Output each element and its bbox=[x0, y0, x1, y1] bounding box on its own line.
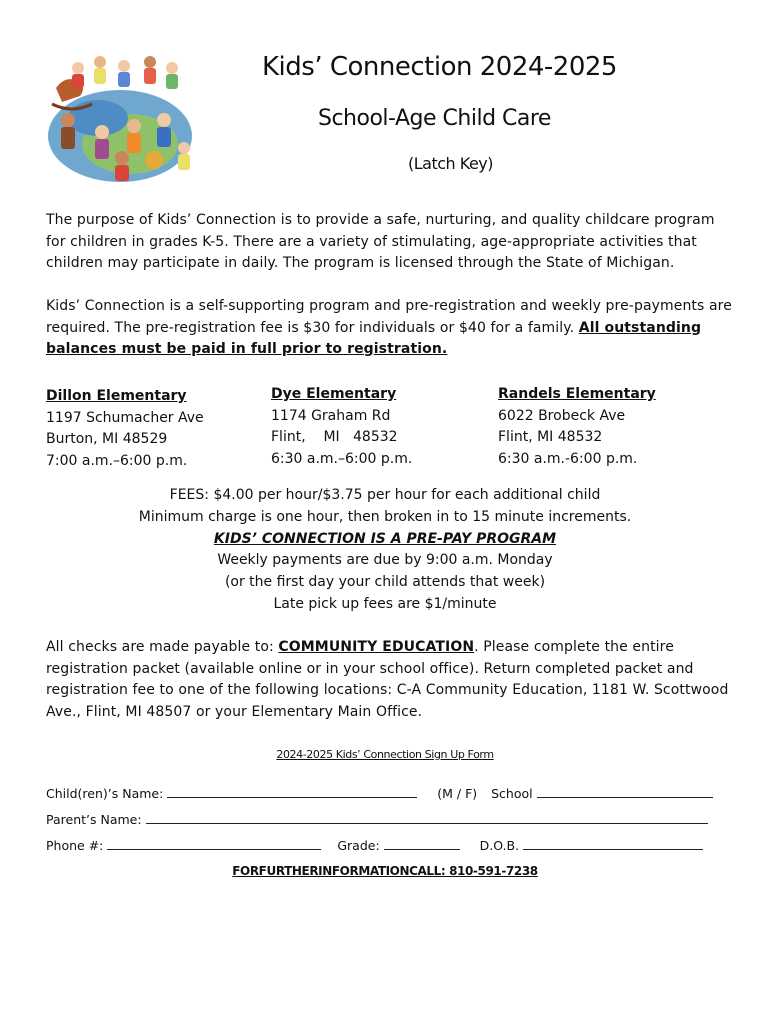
grade-label: Grade: bbox=[337, 838, 380, 853]
child-name-label: Child(ren)’s Name: bbox=[46, 786, 164, 801]
school-address: 1174 Graham Rd bbox=[271, 407, 391, 424]
school-name: Randels Elementary bbox=[498, 386, 656, 402]
prepayment-paragraph bbox=[46, 296, 736, 361]
school-address: 1197 Schumacher Ave bbox=[46, 409, 204, 426]
payee-name: COMMUNITY EDUCATION bbox=[278, 639, 475, 655]
gender-label: (M / F) bbox=[437, 786, 478, 801]
school-name: Dillon Elementary bbox=[46, 388, 187, 404]
balances-notice: All outstanding balances must be paid in full prior to registration. bbox=[46, 319, 702, 357]
phone-field[interactable] bbox=[107, 837, 321, 850]
school-city: Flint, MI 48532 bbox=[271, 429, 398, 445]
school-label: School bbox=[491, 786, 533, 801]
school-randels bbox=[498, 384, 656, 470]
school-hours: 6:30 a.m.–6:00 p.m. bbox=[271, 450, 413, 467]
school-hours: 6:30 a.m.-6:00 p.m. bbox=[498, 450, 638, 467]
child-name-field[interactable] bbox=[167, 785, 417, 798]
phone-row bbox=[46, 837, 703, 853]
fees-section bbox=[0, 485, 770, 616]
prepayment-text: Kids’ Connection is a self-supporting program and pre-registration and weekly pre-payments are required. The pre-registration fee is $30 for individuals or $40 for a family. bbox=[46, 298, 732, 336]
parent-name-label: Parent’s Name: bbox=[46, 812, 142, 827]
child-row bbox=[46, 785, 713, 801]
contact-info-line: FORFURTHERINFORMATIONCALL: 810-591-7238 bbox=[232, 864, 538, 878]
school-dye bbox=[271, 384, 412, 470]
checks-lead: All checks are made payable to: bbox=[46, 639, 279, 655]
school-city: Flint, MI 48532 bbox=[498, 429, 603, 445]
grade-field[interactable] bbox=[384, 837, 460, 850]
kids-playing-illustration bbox=[38, 48, 198, 188]
minimum-charge-line: Minimum charge is one hour, then broken in to 15 minute increments. bbox=[138, 508, 632, 525]
school-city: Burton, MI 48529 bbox=[46, 431, 168, 447]
school-address: 6022 Brobeck Ave bbox=[498, 407, 626, 424]
fees-line: FEES: $4.00 per hour/$3.75 per hour for each additional child bbox=[169, 487, 601, 503]
purpose-paragraph: The purpose of Kids’ Connection is to provide a safe, nurturing, and quality childcare program for children in grades K-5. There are a variety of stimulating, age-appropriate activities that children may participate in daily. The program is licensed through the State of Michigan. bbox=[46, 212, 715, 271]
school-field[interactable] bbox=[537, 785, 713, 798]
parent-name-field[interactable] bbox=[146, 811, 708, 824]
weekly-payment-line: Weekly payments are due by 9:00 a.m. Monday bbox=[217, 552, 553, 569]
late-fee-line: Late pick up fees are $1/minute bbox=[273, 595, 497, 612]
parent-row bbox=[46, 811, 708, 827]
school-hours: 7:00 a.m.–6:00 p.m. bbox=[46, 452, 188, 469]
checks-instructions: . Please complete the entire registration packet (available online or in your school office). Return completed packet and registration fee to one of the following locations: C-A Community Education, 1181 W. Scottwood Ave., Flint, MI 48507 or your Elementary Main Office. bbox=[46, 639, 729, 720]
dob-field[interactable] bbox=[523, 837, 703, 850]
latch-key-note: (Latch Key) bbox=[408, 154, 494, 173]
dob-label: D.O.B. bbox=[479, 838, 520, 853]
page-subtitle: School-Age Child Care bbox=[318, 106, 551, 131]
school-dillon bbox=[46, 386, 204, 472]
signup-form-title: 2024-2025 Kids’ Connection Sign Up Form bbox=[276, 748, 494, 761]
prepay-program-heading: KIDS’ CONNECTION IS A PRE-PAY PROGRAM bbox=[213, 530, 557, 547]
phone-label: Phone #: bbox=[46, 838, 104, 853]
checks-paragraph bbox=[46, 637, 736, 723]
school-name: Dye Elementary bbox=[271, 386, 397, 402]
first-day-line: (or the first day your child attends that week) bbox=[224, 574, 546, 591]
page-title: Kids’ Connection 2024-2025 bbox=[262, 52, 617, 82]
